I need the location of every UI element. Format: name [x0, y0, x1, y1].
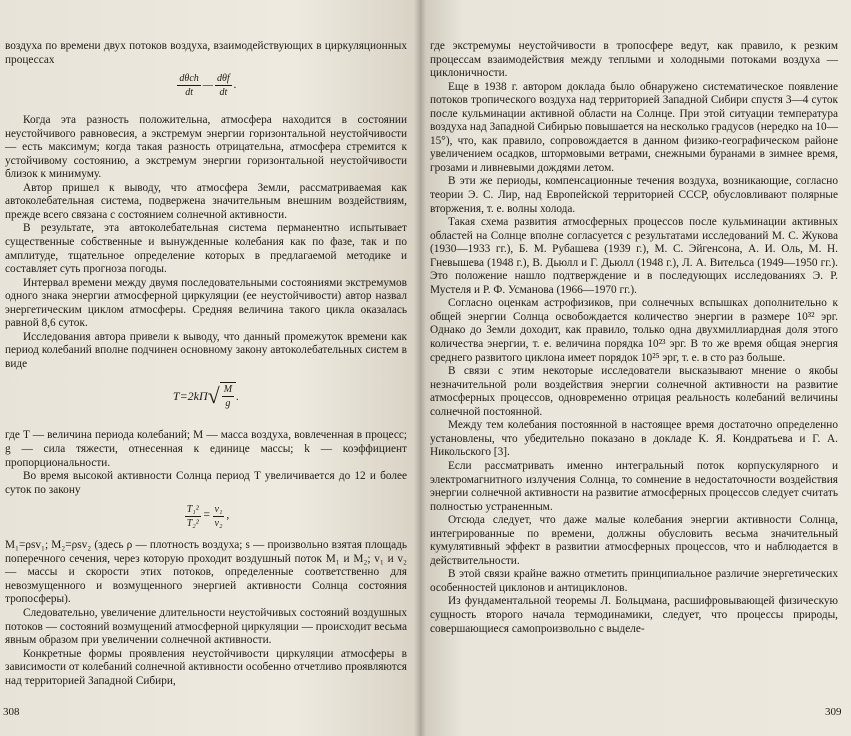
- paragraph: Интервал времени между двумя последовательными состояниями экстремумов одного знака энергии атмосферной циркуляции (ее неустойчивости) автор назвал энергетическим циклом атмосферы. Средняя величина такого цикла оказалась равной 8,6 суток.: [5, 276, 407, 330]
- paragraph: M₁=ρsv₁; M₂=ρsv₂ (здесь ρ — плотность воздуха; s — произвольно взятая площадь поперечного сечения, через которую проходит воздушный поток M₁ и M₂; v₁ и v₂ — массы и скорости этих потоков, определенные соответственно для невозмущенного и возмущенного энергией активности Солнца состояния тропосферы).: [5, 539, 407, 606]
- formula-punctuation: .: [236, 388, 240, 403]
- book-gutter: [414, 0, 426, 736]
- page-number-left: 308: [3, 706, 20, 718]
- paragraph: Конкретные формы проявления неустойчивости циркуляции атмосферы в зависимости от колебаний солнечной активности особенно отчетливо проявляются над территорией Западной Сибири,: [5, 647, 407, 687]
- radicand: [220, 382, 236, 410]
- paragraph: Исследования автора привели к выводу, что данный промежуток времени как период колебаний вполне подчинен основному закону автоколебательных систем в виде: [5, 330, 407, 370]
- right-page: [420, 0, 851, 736]
- page-number-right: 309: [825, 706, 842, 718]
- formula-difference: [5, 69, 407, 102]
- paragraph: Автор пришел к выводу, что атмосфера Земли, рассматриваемая как автоколебательная система, подвержена значительным внешним воздействиям, прежде всего связана с состоянием солнечной активности.: [5, 181, 407, 221]
- paragraph: где экстремумы неустойчивости в тропосфере ведут, как правило, к резким процессам взаимодействия между теплыми и холодными потоками воздуха — циклоничности.: [430, 40, 838, 80]
- paragraph: Когда эта разность положительна, атмосфера находится в состоянии неустойчивого равновесия, а экстремум энергии горизонтальной неустойчивости — есть максимум; когда такая разность отрицательна, атмосфера стремится к устойчивому состоянию, а экстремум энергии горизонтальной неустойчивости близок к минимуму.: [5, 114, 407, 181]
- square-root: [208, 382, 236, 410]
- paragraph: В связи с этим некоторые исследователи высказывают мнение о якобы незначительной роли воздействия энергии солнечной активности на развитие атмосферных процессов, одновременно отрицая реальность колебаний величины солнечной постоянной.: [430, 365, 838, 418]
- paragraph: Еще в 1938 г. автором доклада было обнаружено систематическое появление потоков тропического воздуха над территорией Западной Сибири спустя 3—4 суток после кульминации активной области на Солнце. При этой ситуации температура воздуха над Западной Сибирью повышается на несколько градусов (нередко на 10—15°), что, как правило, сопровождается в данном физико-географическом районе увеличением осадков, штормовыми ветрами, снежными буранами в зимнее время, грозами и ливневыми дождями летом.: [430, 80, 838, 174]
- fraction-denominator: g: [225, 398, 231, 410]
- paragraph: Согласно оценкам астрофизиков, при солнечных вспышках дополнительно к общей энергии Солнца освобождается количество энергии в размере 10³² эрг. Однако до Земли доходит, как правило, только одна двухмиллиардная доля этого количества энергии, т. е. величина порядка 10²³ эрг. В то же время общая энергия среднего развитого циклона имеет порядок 10²⁵ эрг, т. е. в сто раз больше.: [430, 297, 838, 364]
- fraction: [177, 72, 200, 99]
- fraction: [222, 383, 234, 410]
- fraction-denominator: v₂: [214, 517, 223, 529]
- fraction-denominator: T₂²: [186, 517, 199, 529]
- formula-period: [5, 381, 407, 411]
- paragraph: Во время высокой активности Солнца период T увеличивается до 12 и более суток по закону: [5, 470, 407, 496]
- fraction-numerator: T₁²: [186, 503, 199, 515]
- fraction-numerator: dθf: [217, 73, 230, 85]
- right-page-text: [430, 40, 838, 636]
- paragraph: Между тем колебания постоянной в настоящее время достаточно определенно установлены, что убедительно показано в докладе К. Я. Кондратьева и Г. А. Никольского [3].: [430, 419, 838, 459]
- radical-sign: √: [207, 383, 220, 409]
- formula-punctuation: .: [233, 78, 237, 91]
- paragraph: воздуха по времени двух потоков воздуха, взаимодействующих в циркуляционных процессах: [5, 40, 407, 66]
- paragraph: Если рассматривать именно интегральный поток корпускулярного и электромагнитного излучения Солнца, то сомнение в недостаточности воздействия энергии солнечной активности на развитие атмосферных процессов следует считать полностью устраненным.: [430, 459, 838, 513]
- fraction: [213, 503, 225, 530]
- paragraph: Отсюда следует, что даже малые колебания энергии активности Солнца, интегрированные по времени, должны обусловить весьма значительный кумулятивный эффект в развитии атмосферных процессов, что и наблюдается в действительности.: [430, 514, 838, 567]
- left-page: [0, 0, 420, 736]
- left-page-text: [5, 40, 407, 688]
- formula-lhs: T=2kΠ: [172, 388, 208, 403]
- paragraph: Из фундаментальной теоремы Л. Больцмана, расшифровывающей физическую сущность второго начала термодинамики, следует, что процессы природы, совершающиеся самопроизвольно с выделе-: [430, 595, 838, 635]
- paragraph: где T — величина периода колебаний; M — масса воздуха, вовлеченная в процесс; g — сила тяжести, отнесенная к единице массы; k — коэффициент пропорциональности.: [5, 429, 407, 469]
- formula-ratio: [5, 501, 407, 531]
- paragraph: Такая схема развития атмосферных процессов после кульминации активных областей на Солнце вполне согласуется с результатами исследований М. С. Жукова (1930—1933 гг.), Б. М. Рубашева (1939 г.), М. С. Эйгенсона, А. И. Оль, М. Н. Гневышева (1948 г.), В. Дьюлл и Г. Дьюлл (1948 г.), Л. А. Вительса (1949—1950 гг.). Это положение нашло подтверждение и в последующих исследованиях Э. Р. Мустеля и Р. Ф. Усманова (1966—1970 гг.).: [430, 216, 838, 296]
- paragraph: В результате, эта автоколебательная система перманентно испытывает существенные собственные и вынужденные колебания как по фазе, так и по амплитуде, тщательное определение которых в предлагаемой методике и составляет суть прогноза погоды.: [5, 222, 407, 276]
- formula-punctuation: ,: [226, 509, 230, 522]
- fraction: [185, 503, 201, 530]
- paragraph: В этой связи крайне важно отметить принципиальное различие энергетических особенностей циклонов и антициклонов.: [430, 568, 838, 594]
- formula-operator: —: [202, 78, 213, 91]
- fraction-denominator: dt: [185, 87, 193, 99]
- paragraph: В эти же периоды, компенсационные течения воздуха, возникающие, согласно теории Э. С. Лир, над Европейской территорией СССР, обусловливают полярные вторжения, т. е. волны холода.: [430, 175, 838, 215]
- fraction: [215, 72, 232, 99]
- fraction-numerator: M: [223, 384, 233, 396]
- paragraph: Следовательно, увеличение длительности неустойчивых состояний воздушных потоков — состояний возмущений атмосферной циркуляции — происходит весьма явным образом при увеличении солнечной активности.: [5, 606, 407, 647]
- fraction-numerator: v₁: [214, 503, 223, 515]
- formula-operator: =: [202, 509, 211, 522]
- fraction-numerator: dθch: [179, 73, 199, 85]
- fraction-denominator: dt: [219, 87, 228, 99]
